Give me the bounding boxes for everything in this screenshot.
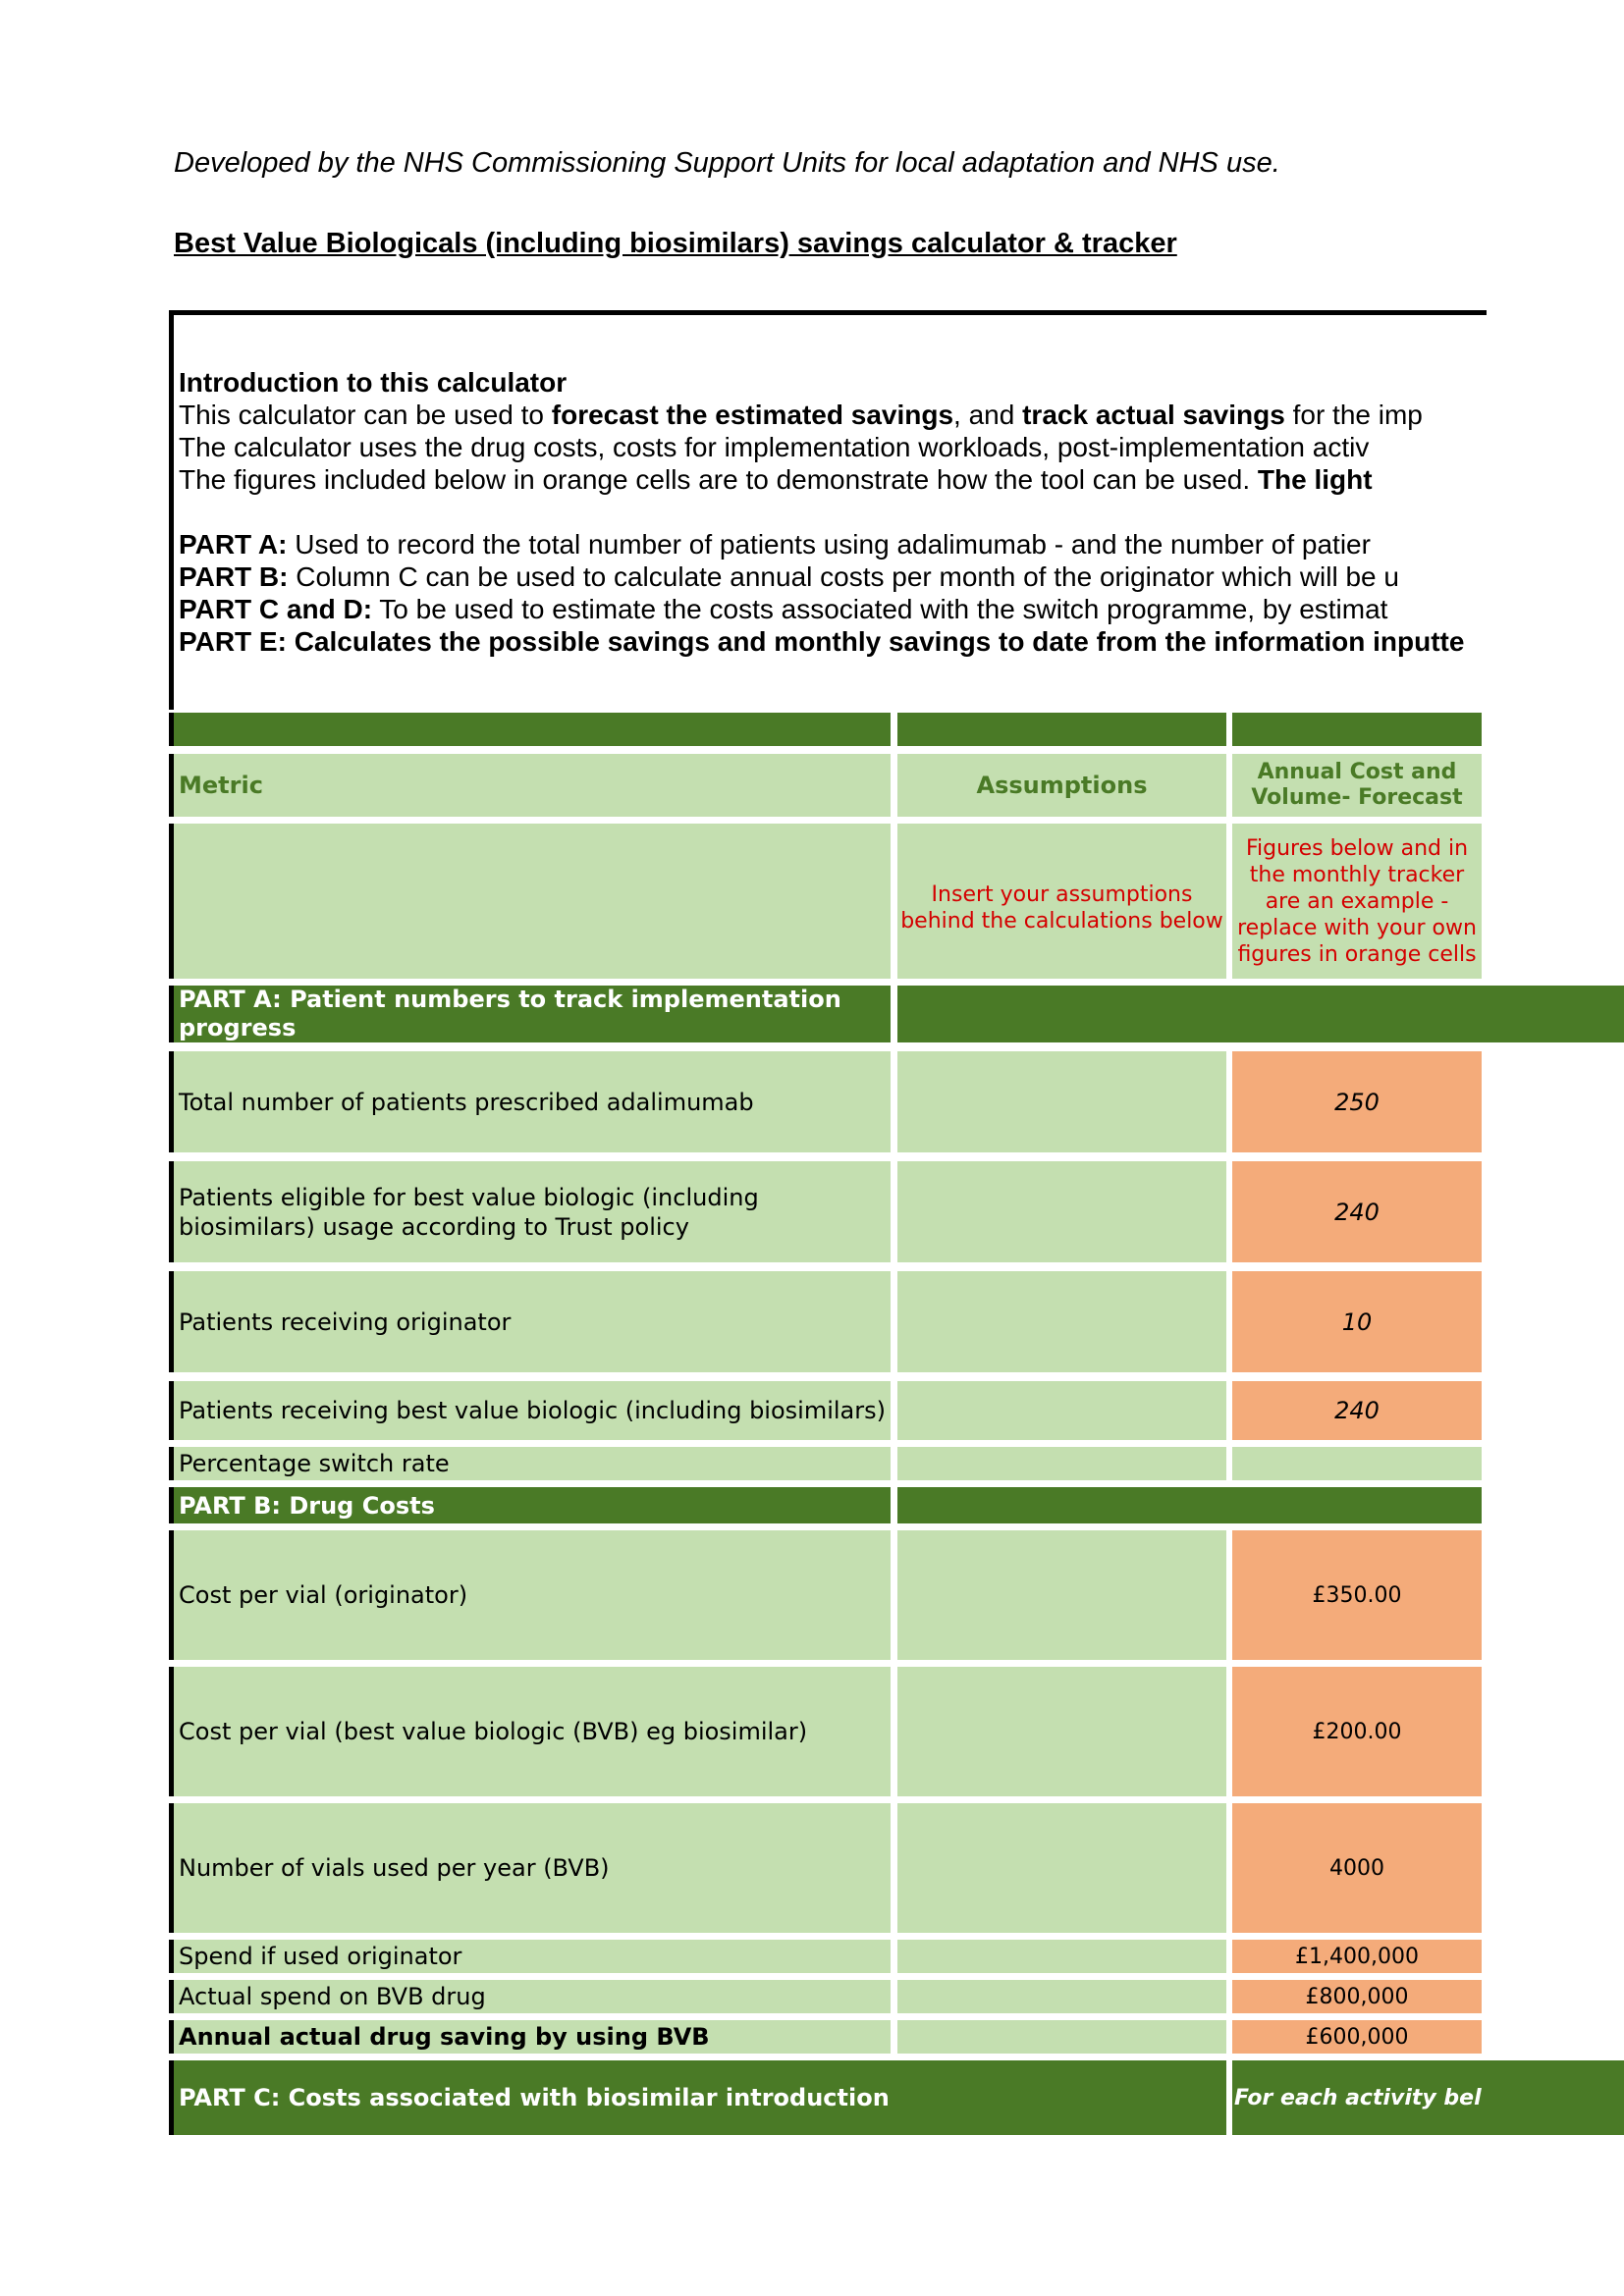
intro-heading: Introduction to this calculator xyxy=(179,367,568,398)
intro-line-1: This calculator can be used to forecast the estimated savings, and track actual savings for the imp xyxy=(179,400,1423,430)
part-a-heading: PART A: Patient numbers to track implementation progress xyxy=(169,986,891,1042)
row-switch-rate-label: Percentage switch rate xyxy=(169,1447,891,1480)
row-switch-rate-value xyxy=(1232,1447,1482,1480)
part-c-band xyxy=(1232,2060,1624,2135)
row-annual-saving-label: Annual actual drug saving by using BVB xyxy=(169,2020,891,2054)
row-spend-originator-label: Spend if used originator xyxy=(169,1940,891,1973)
part-c-note: For each activity bel xyxy=(1234,2085,1482,2110)
row-cost-bvb-assumption[interactable] xyxy=(897,1667,1226,1796)
row-vials-value[interactable]: 4000 xyxy=(1232,1803,1482,1933)
page-margin-mask-mid xyxy=(1482,1042,1624,1051)
row-bvb-patients-value[interactable]: 240 xyxy=(1232,1381,1482,1440)
intro-box xyxy=(169,310,1487,710)
row-switch-rate-assumption[interactable] xyxy=(897,1447,1226,1480)
row-cost-bvb-value[interactable]: £200.00 xyxy=(1232,1667,1482,1796)
row-originator-value[interactable]: 10 xyxy=(1232,1271,1482,1372)
row-eligible-assumption[interactable] xyxy=(897,1161,1226,1262)
page-margin-mask-bottom xyxy=(1482,1153,1624,2060)
page-title: Best Value Biologicals (including biosimilars) savings calculator & tracker xyxy=(174,228,1177,259)
row-vials-assumption[interactable] xyxy=(897,1803,1226,1933)
part-a-band xyxy=(897,986,1624,1042)
intro-part-a: PART A: Used to record the total number of patients using adalimumab - and the number of patier xyxy=(179,529,1371,560)
assumptions-header: Assumptions xyxy=(897,754,1226,817)
row-cost-bvb-label: Cost per vial (best value biologic (BVB) eg biosimilar) xyxy=(169,1667,891,1796)
row-total-patients-label: Total number of patients prescribed adalimumab xyxy=(169,1051,891,1152)
intro-line-3: The figures included below in orange cells are to demonstrate how the tool can be used. The light xyxy=(179,464,1373,495)
row-spend-bvb-value[interactable]: £800,000 xyxy=(1232,1980,1482,2013)
part-b-heading: PART B: Drug Costs xyxy=(169,1487,891,1523)
row-cost-originator-value[interactable]: £350.00 xyxy=(1232,1530,1482,1660)
row-spend-originator-value[interactable]: £1,400,000 xyxy=(1232,1940,1482,1973)
header-band-assumptions xyxy=(897,713,1226,746)
intro-part-e: PART E: Calculates the possible savings and monthly savings to date from the information inputte xyxy=(179,626,1465,657)
page-margin-mask-top xyxy=(1482,713,1624,944)
notes-metric-cell xyxy=(169,824,891,979)
row-spend-originator-assumption[interactable] xyxy=(897,1940,1226,1973)
header-band-forecast xyxy=(1232,713,1482,746)
row-bvb-patients-label: Patients receiving best value biologic (including biosimilars) xyxy=(169,1381,891,1440)
developed-by-note: Developed by the NHS Commissioning Support Units for local adaptation and NHS use. xyxy=(174,147,1280,179)
row-spend-bvb-label: Actual spend on BVB drug xyxy=(169,1980,891,2013)
row-annual-saving-value[interactable]: £600,000 xyxy=(1232,2020,1482,2054)
part-c-heading: PART C: Costs associated with biosimilar introduction xyxy=(169,2060,1226,2135)
row-cost-originator-assumption[interactable] xyxy=(897,1530,1226,1660)
row-total-patients-assumption[interactable] xyxy=(897,1051,1226,1152)
intro-text xyxy=(179,366,1487,658)
metric-header: Metric xyxy=(169,754,891,817)
row-originator-label: Patients receiving originator xyxy=(169,1271,891,1372)
forecast-note: Figures below and in the monthly tracker are an example - replace with your own figures in orange cells xyxy=(1232,824,1482,979)
row-vials-label: Number of vials used per year (BVB) xyxy=(169,1803,891,1933)
intro-part-b: PART B: Column C can be used to calculate annual costs per month of the originator which will be u xyxy=(179,561,1399,592)
row-originator-assumption[interactable] xyxy=(897,1271,1226,1372)
row-bvb-patients-assumption[interactable] xyxy=(897,1381,1226,1440)
row-total-patients-value[interactable]: 250 xyxy=(1232,1051,1482,1152)
row-annual-saving-assumption[interactable] xyxy=(897,2020,1226,2054)
row-eligible-label: Patients eligible for best value biologic (including biosimilars) usage according to Trust policy xyxy=(169,1161,891,1262)
assumptions-note: Insert your assumptions behind the calculations below xyxy=(897,824,1226,979)
intro-part-cd: PART C and D: To be used to estimate the costs associated with the switch programme, by estimat xyxy=(179,594,1388,624)
header-band-metric xyxy=(169,713,891,746)
row-eligible-value[interactable]: 240 xyxy=(1232,1161,1482,1262)
row-cost-originator-label: Cost per vial (originator) xyxy=(169,1530,891,1660)
intro-line-2: The calculator uses the drug costs, costs for implementation workloads, post-implementation activ xyxy=(179,432,1370,462)
forecast-header: Annual Cost and Volume- Forecast xyxy=(1232,754,1482,817)
row-spend-bvb-assumption[interactable] xyxy=(897,1980,1226,2013)
